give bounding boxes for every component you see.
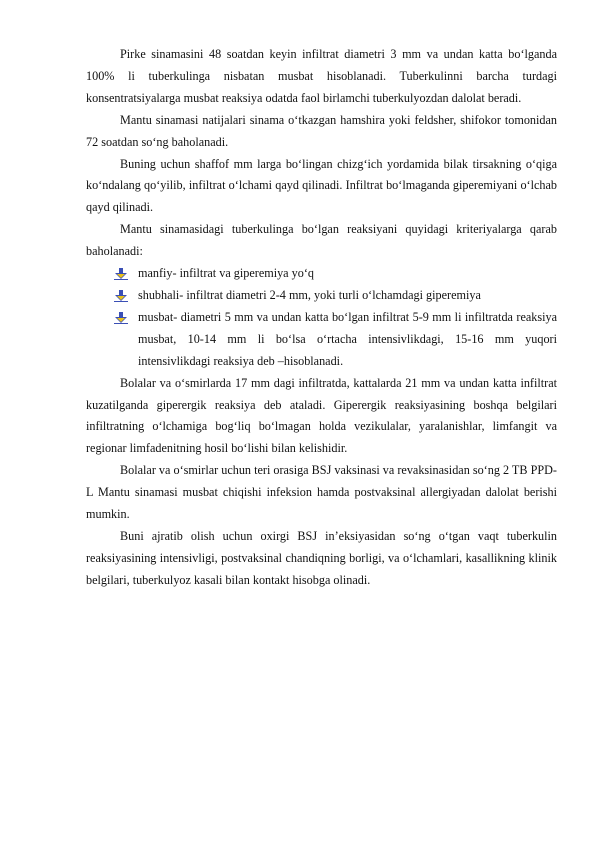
paragraph-bcg: Bolalar va o‘smirlar uchun teri orasiga BSJ vaksinasi va revaksinasidan so‘ng 2 TB PPD-L Mantu sinamasi musbat chiqishi infeksion hamda postvaksinal allergiyadan dalolat berishi mumkin.	[86, 463, 557, 522]
criteria-list	[86, 263, 557, 373]
paragraph-pirke: Pirke sinamasini 48 soatdan keyin infiltrat diametri 3 mm va undan katta bo‘lganda 100% li tuberkulinga nisbatan musbat hisoblanadi. Tuberkulinni barcha turdagi konsentratsiyalarga musbat reaksiya odatda faol birlamchi tuberkulyozdan dalolat beradi.	[86, 47, 557, 105]
down-arrow-bullet-icon	[114, 268, 128, 280]
paragraph-measurement: Buning uchun shaffof mm larga bo‘lingan chizg‘ich yordamida bilak tirsakning o‘qiga ko‘ndalang qo‘yilib, infiltrat o‘lchami qayd qilinadi. Infiltrat bo‘lmaganda giperemiyani o‘lchab qayd qilinadi.	[86, 156, 557, 215]
criteria-negative: manfiy- infiltrat va giperemiya yo‘q	[138, 266, 314, 281]
criteria-doubtful: shubhali- infiltrat diametri 2-4 mm, yoki turli o‘lchamdagi giperemiya	[138, 287, 481, 302]
list-item	[100, 285, 557, 307]
paragraph-criteria-intro: Mantu sinamasidagi tuberkulinga bo‘lgan reaksiyani quyidagi kriteriyalarga qarab baholanadi:	[86, 222, 557, 259]
paragraph-mantu-evaluation: Mantu sinamasi natijalari sinama o‘tkazgan hamshira yoki feldsher, shifokor tomonidan 72 soatdan so‘ng baholanadi.	[86, 112, 557, 149]
criteria-positive: musbat- diametri 5 mm va undan katta bo‘lgan infiltrat 5-9 mm li infiltratda reaksiya musbat, 10-14 mm li bo‘lsa o‘rtacha intensivlikdagi, 15-16 mm yuqori intensivlikdagi reaksiya deb –hisoblanadi.	[138, 309, 557, 368]
list-item	[100, 263, 557, 285]
down-arrow-bullet-icon	[114, 312, 128, 324]
paragraph-hyperergic: Bolalar va o‘smirlarda 17 mm dagi infiltratda, kattalarda 21 mm va undan katta infiltrat kuzatilganda giperergik reaksiya deb ataladi. Giperergik reaksiyasining boshqa belgilari infiltratning o‘lchamiga bog‘liq bo‘lmagan holda vezikulalar, yaralanishlar, limfangit va regionar limfadenitning hosil bo‘lishi bilan kelishidir.	[86, 375, 557, 456]
paragraph-differentiation: Buni ajratib olish uchun oxirgi BSJ in’eksiyasidan so‘ng o‘tgan vaqt tuberkulin reaksiyasining intensivligi, postvaksinal chandiqning borligi, va o‘lchamlari, kasallikning klinik belgilari, tuberkulyoz kasali bilan kontakt hisobga olinadi.	[86, 528, 557, 587]
down-arrow-bullet-icon	[114, 290, 128, 302]
list-item	[100, 307, 557, 373]
